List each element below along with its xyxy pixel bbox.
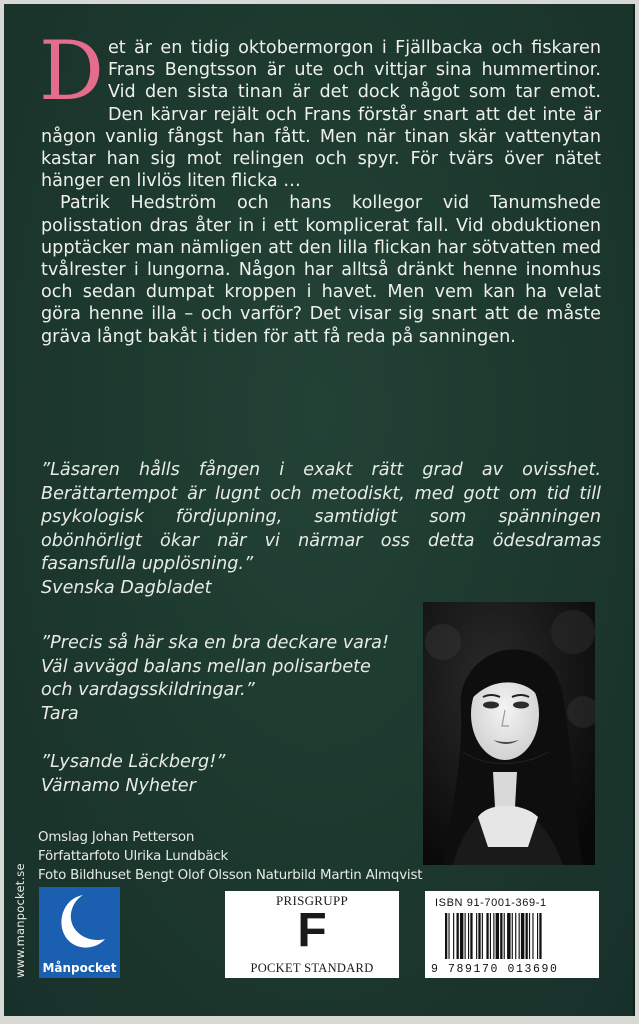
- barcode-bar: [521, 913, 524, 959]
- publisher-name: Månpocket: [42, 961, 117, 975]
- back-cover: [4, 4, 635, 1016]
- barcode-bar: [493, 913, 494, 959]
- barcode-bar: [519, 913, 520, 959]
- barcode-bar: [512, 913, 513, 959]
- quote-text-line-1: ”Precis så här ska en bra deckare vara!: [41, 633, 390, 653]
- barcode-bar: [453, 913, 454, 959]
- barcode-bar: [504, 913, 505, 959]
- barcode-bar: [470, 913, 472, 959]
- review-quote-1: [41, 459, 601, 601]
- blurb-paragraph-1: et är en tidig oktobermorgon i Fjällbacka och fiskaren Frans Bengtsson är ute och vittjar sina hummertinor. Vid den sista tinan är det dock något som tar emot. Den kärvar rejält och Frans förstår snart att det inte är någon vanlig fångst han fått. Men när tinan skär vattenytan kastar han sig mot relingen och spyr. För tvärs över nätet hänger en livlös liten flicka …: [41, 38, 601, 192]
- quote-source: Svenska Dagbladet: [41, 577, 212, 598]
- barcode-bar: [486, 913, 488, 959]
- barcode-bar: [515, 913, 516, 959]
- isbn-label: ISBN 91-7001-369-1: [435, 897, 547, 909]
- barcode-bar: [468, 913, 469, 959]
- publisher-logo: [39, 887, 120, 978]
- price-group-header: PRISGRUPP: [275, 893, 349, 908]
- quote-source: Värnamo Nyheter: [41, 775, 196, 796]
- price-group-label: [225, 891, 399, 978]
- review-quote-3: [41, 751, 341, 798]
- barcode-bar: [500, 913, 502, 959]
- author-photo: [423, 602, 595, 865]
- crescent-moon-icon: [39, 887, 120, 959]
- barcode-bar: [537, 913, 538, 959]
- price-group-footer: POCKET STANDARD: [250, 961, 374, 975]
- barcode-bar: [529, 913, 530, 959]
- barcode-bar: [478, 913, 480, 959]
- blurb-text: [39, 25, 601, 348]
- barcode-bar: [482, 913, 483, 959]
- barcode-bar: [507, 913, 510, 959]
- blurb-paragraph-2: Patrik Hedström och hans kollegor vid Tanumshede polisstation dras åter in i ett komplicerat fall. Vid obduktionen upptäcker man nämligen att den lilla flickan har sötvatten med tvålrester i lungorna. Någon har alltså dränkt henne inomhus och sedan dumpat kroppen i havet. Men vem kan ha velat göra henne illa – och varför? Det visar sig snart att de måste gräva långt bakåt i tiden för att få reda på sanningen.: [41, 193, 601, 347]
- credit-cover: Omslag Johan Petterson: [38, 830, 195, 845]
- website-url: www.manpocket.se: [13, 863, 27, 978]
- barcode-bar: [526, 913, 528, 959]
- barcode-bar: [490, 913, 491, 959]
- barcode-bar: [539, 913, 541, 959]
- barcode-bar: [457, 913, 459, 959]
- credit-author-photo: Författarfoto Ulrika Lundbäck: [38, 849, 229, 865]
- credits: [38, 828, 422, 886]
- review-quote-2: [41, 632, 411, 726]
- quote-text: ”Läsaren hålls fången i exakt rätt grad av ovisshet. Berättartempot är lugnt och metodiskt, med gott om tid till psykologisk fördjupning, samtidigt som spänningen obönhörligt ökar när vi närmar oss detta ödesdramas fasansfulla upplösning.”: [41, 460, 601, 575]
- barcode-bar: [532, 913, 533, 959]
- barcode-bar: [448, 913, 449, 959]
- price-group-letter: F: [297, 904, 327, 957]
- quote-text: ”Lysande Läckberg!”: [41, 752, 226, 772]
- quote-text-line-2: Väl avvägd balans mellan polisarbete: [41, 656, 371, 677]
- barcode-bar: [476, 913, 477, 959]
- barcode-bar: [465, 913, 466, 959]
- credit-photos: Foto Bildhuset Bengt Olof Olsson Naturbild Martin Almqvist: [38, 868, 423, 884]
- barcode-digits: 9 789170 013690: [431, 963, 559, 976]
- quote-source: Tara: [41, 703, 79, 724]
- barcode-bar: [460, 913, 463, 959]
- quote-text-line-3: och vardagsskildringar.”: [41, 680, 255, 701]
- barcode-bar: [445, 913, 447, 959]
- barcode-bar: [496, 913, 499, 959]
- isbn-barcode: [425, 891, 599, 978]
- drop-cap: D: [39, 25, 104, 119]
